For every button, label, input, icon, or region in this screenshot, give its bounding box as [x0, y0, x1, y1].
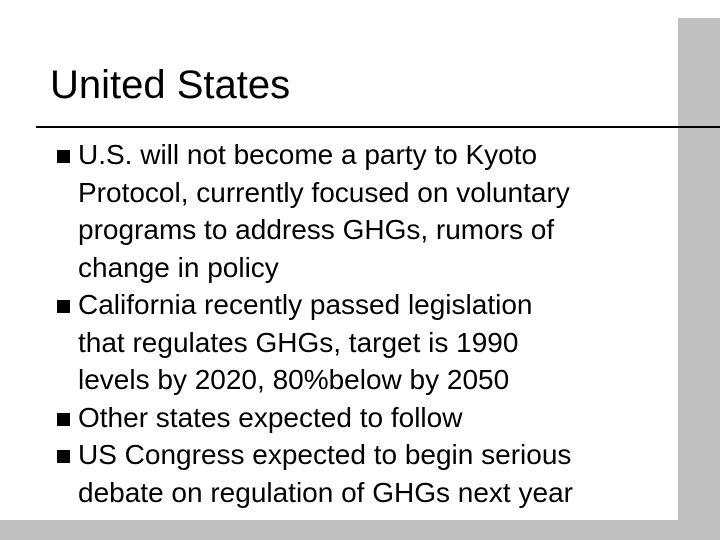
bullet-text-line: change in policy [78, 251, 279, 283]
bullet-text-line: California recently passed legislation [78, 289, 533, 320]
bullet-item-kyoto [0, 136, 680, 286]
bullet-text-line: levels by 2020, 80%below by 2050 [78, 364, 510, 395]
bullet-text-line: Other states expected to follow [78, 401, 463, 433]
bullet-text-line: that regulates GHGs, target is 1990 [78, 326, 519, 358]
bullet-text-line: debate on regulation of GHGs next year [78, 476, 573, 508]
square-bullet-icon [57, 300, 70, 313]
square-bullet-icon [57, 150, 70, 163]
bullet-text-line: programs to address GHGs, rumors of [78, 214, 555, 245]
bullet-list [0, 136, 680, 511]
bullet-text-line: U.S. will not become a party to Kyoto [78, 139, 538, 170]
square-bullet-icon [57, 413, 70, 426]
bullet-text-line: US Congress expected to begin serious [78, 439, 572, 470]
bullet-item-congress [0, 436, 680, 511]
bullet-item-california [0, 286, 680, 399]
square-bullet-icon [57, 450, 70, 463]
slide-shadow-bottom [0, 520, 720, 540]
title-divider [36, 126, 720, 128]
bullet-item-other-states [0, 399, 680, 437]
slide-shadow-right [678, 18, 720, 540]
slide-title: United States [50, 63, 291, 107]
bullet-text-line: Protocol, currently focused on voluntary [78, 176, 570, 208]
